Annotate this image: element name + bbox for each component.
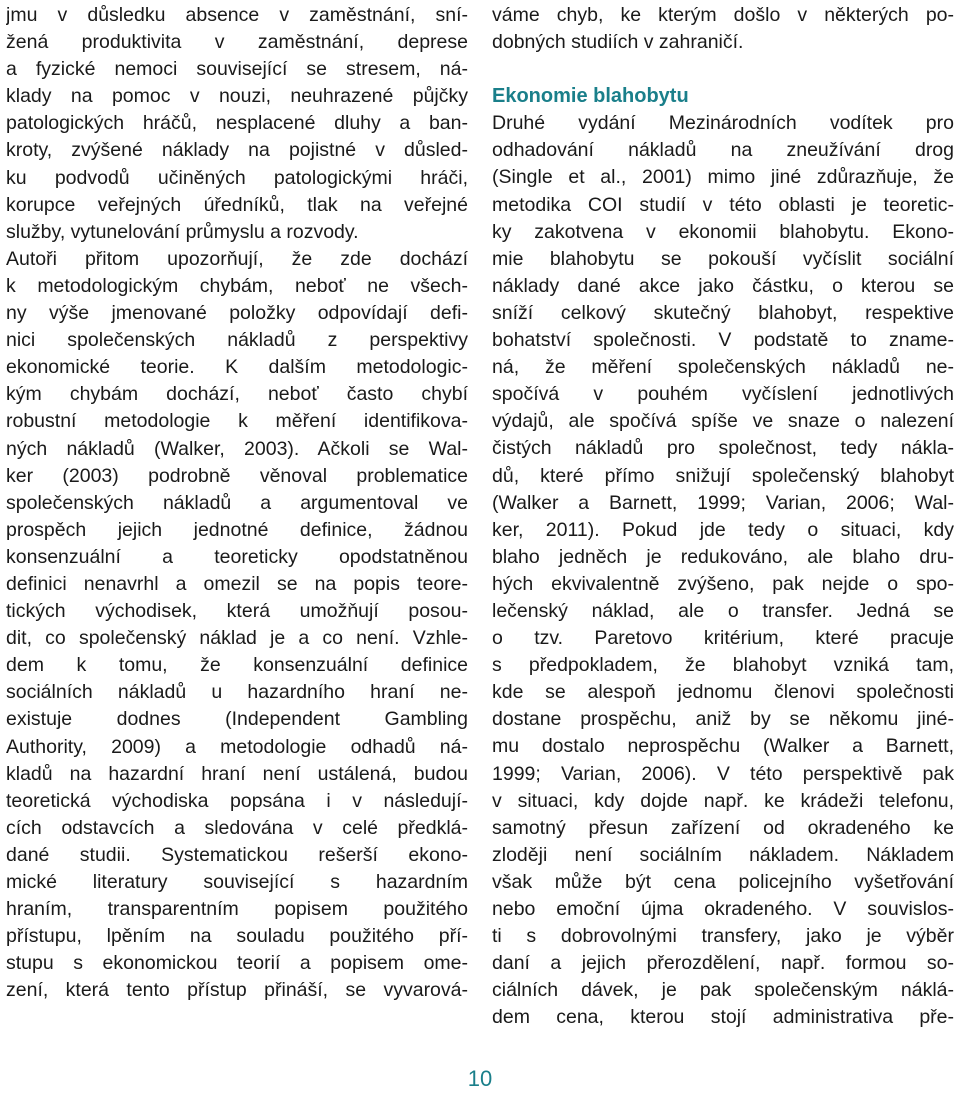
text-line: přístupu, lpěním na souladu použitého pří-: [6, 925, 468, 948]
right-column-body: [492, 110, 954, 1031]
text-line: definici nenavrhl a omezil se na popis teore-: [6, 572, 468, 595]
text-line: o tzv. Paretovo kritérium, které pracuje: [492, 627, 954, 650]
text-line: ti s dobrovolnými transfery, jako je výběr: [492, 925, 954, 948]
text-line: daní a jejich přerozdělení, např. formou so-: [492, 952, 954, 975]
text-line: existuje dodnes (Independent Gambling: [6, 708, 468, 731]
text-line: ker, 2011). Pokud jde tedy o situaci, kdy: [492, 518, 954, 541]
text-line: kroty, zvýšené náklady na pojistné v důsled-: [6, 139, 468, 162]
text-line: kým chybám dochází, neboť často chybí: [6, 383, 468, 406]
text-line: však může být cena policejního vyšetřování: [492, 870, 954, 893]
text-line: ekonomické teorie. K dalším metodologic-: [6, 356, 468, 379]
text-line: korupce veřejných úředníků, tlak na veřejné: [6, 193, 468, 216]
section-heading: Ekonomie blahobytu: [492, 85, 689, 108]
text-line: a fyzické nemoci související se stresem, ná-: [6, 58, 468, 81]
text-line: metodika COI studií v této oblasti je teoretic-: [492, 193, 954, 216]
text-line: ny výše jmenované položky odpovídají defi-: [6, 302, 468, 325]
text-line: mu dostalo neprospěchu (Walker a Barnett,: [492, 735, 954, 758]
text-line: čistých nákladů pro společnost, tedy nákla-: [492, 437, 954, 460]
page-number: 10: [467, 1066, 493, 1091]
right-column: [492, 2, 954, 1031]
text-line: spočívá v pouhém vyčíslení jednotlivých: [492, 383, 954, 406]
text-line: klady na pomoc v nouzi, neuhrazené půjčky: [6, 85, 468, 108]
text-line: mie blahobytu se pokouší vyčíslit sociální: [492, 247, 954, 270]
text-line: ky zakotvena v ekonomii blahobytu. Ekono-: [492, 220, 954, 243]
text-line: dů, které přímo snižují společenský blahobyt: [492, 464, 954, 487]
text-line: konsenzuální a teoreticky opodstatněnou: [6, 545, 468, 568]
text-line: výdajů, ale spočívá spíše ve snaze o nalezení: [492, 410, 954, 433]
text-line: kde se alespoň jednomu členovi společnosti: [492, 681, 954, 704]
left-column: [6, 2, 468, 1004]
text-line: sociálních nákladů u hazardního hraní ne-: [6, 681, 468, 704]
text-line: dostane prospěchu, aniž by se někomu jiné-: [492, 708, 954, 731]
text-line: Autoři přitom upozorňují, že zde dochází: [6, 247, 468, 270]
text-line: žená produktivita v zaměstnání, deprese: [6, 31, 468, 54]
text-line: 1999; Varian, 2006). V této perspektivě pak: [492, 762, 954, 785]
text-line: (Walker a Barnett, 1999; Varian, 2006; Wal-: [492, 491, 954, 514]
text-line: samotný přesun zařízení od okradeného ke: [492, 816, 954, 839]
text-line: ných nákladů (Walker, 2003). Ačkoli se Wal-: [6, 437, 468, 460]
text-line: hraním, transparentním popisem použitého: [6, 898, 468, 921]
text-line: teoretická východiska popsána i v následují-: [6, 789, 468, 812]
text-line: nebo emoční újma okradeného. V souvislos-: [492, 898, 954, 920]
text-line: mické literatury související s hazardním: [6, 871, 468, 893]
text-line: stupu s ekonomickou teorií a popisem ome-: [6, 952, 468, 975]
text-line: Authority, 2009) a metodologie odhadů ná-: [6, 735, 468, 758]
text-line: ná, že měření společenských nákladů ne-: [492, 356, 954, 379]
text-line: služby, vytunelování průmyslu a rozvody.: [6, 220, 359, 243]
text-line: kladů na hazardní hraní není ustálená, budou: [6, 762, 468, 785]
text-line: dem k tomu, že konsenzuální definice: [6, 654, 468, 677]
text-line: náklady dané akce jako částku, o kterou se: [492, 274, 954, 297]
text-line: dané studii. Systematickou rešerší ekono-: [6, 843, 468, 866]
text-line: cích odstavcích a sledována v celé předklá-: [6, 816, 468, 839]
text-line: lečenský náklad, ale o transfer. Jedná se: [492, 599, 954, 622]
text-line: dem cena, kterou stojí administrativa pře-: [492, 1006, 954, 1029]
text-line: nici společenských nákladů z perspektivy: [6, 329, 468, 352]
text-line: sníží celkový skutečný blahobyt, respektive: [492, 301, 954, 324]
text-line: k metodologickým chybám, neboť ne všech-: [6, 274, 468, 297]
text-line: odhadování nákladů na zneužívání drog: [492, 139, 954, 162]
text-line: ciálních dávek, je pak společenským náklá-: [492, 979, 954, 1002]
text-line: prospěch jejich jednotné definice, žádnou: [6, 518, 468, 541]
text-line: s předpokladem, že blahobyt vzniká tam,: [492, 654, 954, 677]
right-column-intro: [492, 2, 954, 56]
text-line: jmu v důsledku absence v zaměstnání, sní-: [6, 4, 468, 26]
text-line: (Single et al., 2001) mimo jiné zdůrazňuje, že: [492, 166, 954, 189]
text-line: patologických hráčů, nesplacené dluhy a ban-: [6, 112, 468, 135]
text-line: Druhé vydání Mezinárodních vodítek pro: [492, 112, 954, 135]
text-line: v situaci, kdy dojde např. ke krádeži telefonu,: [492, 789, 954, 812]
text-line: společenských nákladů a argumentoval ve: [6, 491, 468, 514]
text-line: hých ekvivalentně zvýšeno, pak nejde o spo-: [492, 572, 954, 595]
text-line: váme chyb, ke kterým došlo v některých po-: [492, 4, 954, 26]
text-line: ker (2003) podrobně věnoval problematice: [6, 464, 468, 487]
text-line: dit, co společenský náklad je a co není. Vzhle-: [6, 627, 468, 650]
text-line: bohatství společnosti. V podstatě to zname-: [492, 329, 954, 352]
text-line: robustní metodologie k měření identifikova-: [6, 410, 468, 433]
text-line: blaho jedněch je redukováno, ale blaho dru-: [492, 545, 954, 568]
text-line: tických východisek, která umožňují posou-: [6, 600, 468, 623]
text-line: ku podvodů učiněných patologickými hráči,: [6, 166, 468, 189]
text-line: dobných studiích v zahraničí.: [492, 31, 744, 54]
text-line: zení, která tento přístup přináší, se vyvarová-: [6, 979, 468, 1002]
text-line: zloději není sociálním nákladem. Nákladem: [492, 843, 954, 866]
